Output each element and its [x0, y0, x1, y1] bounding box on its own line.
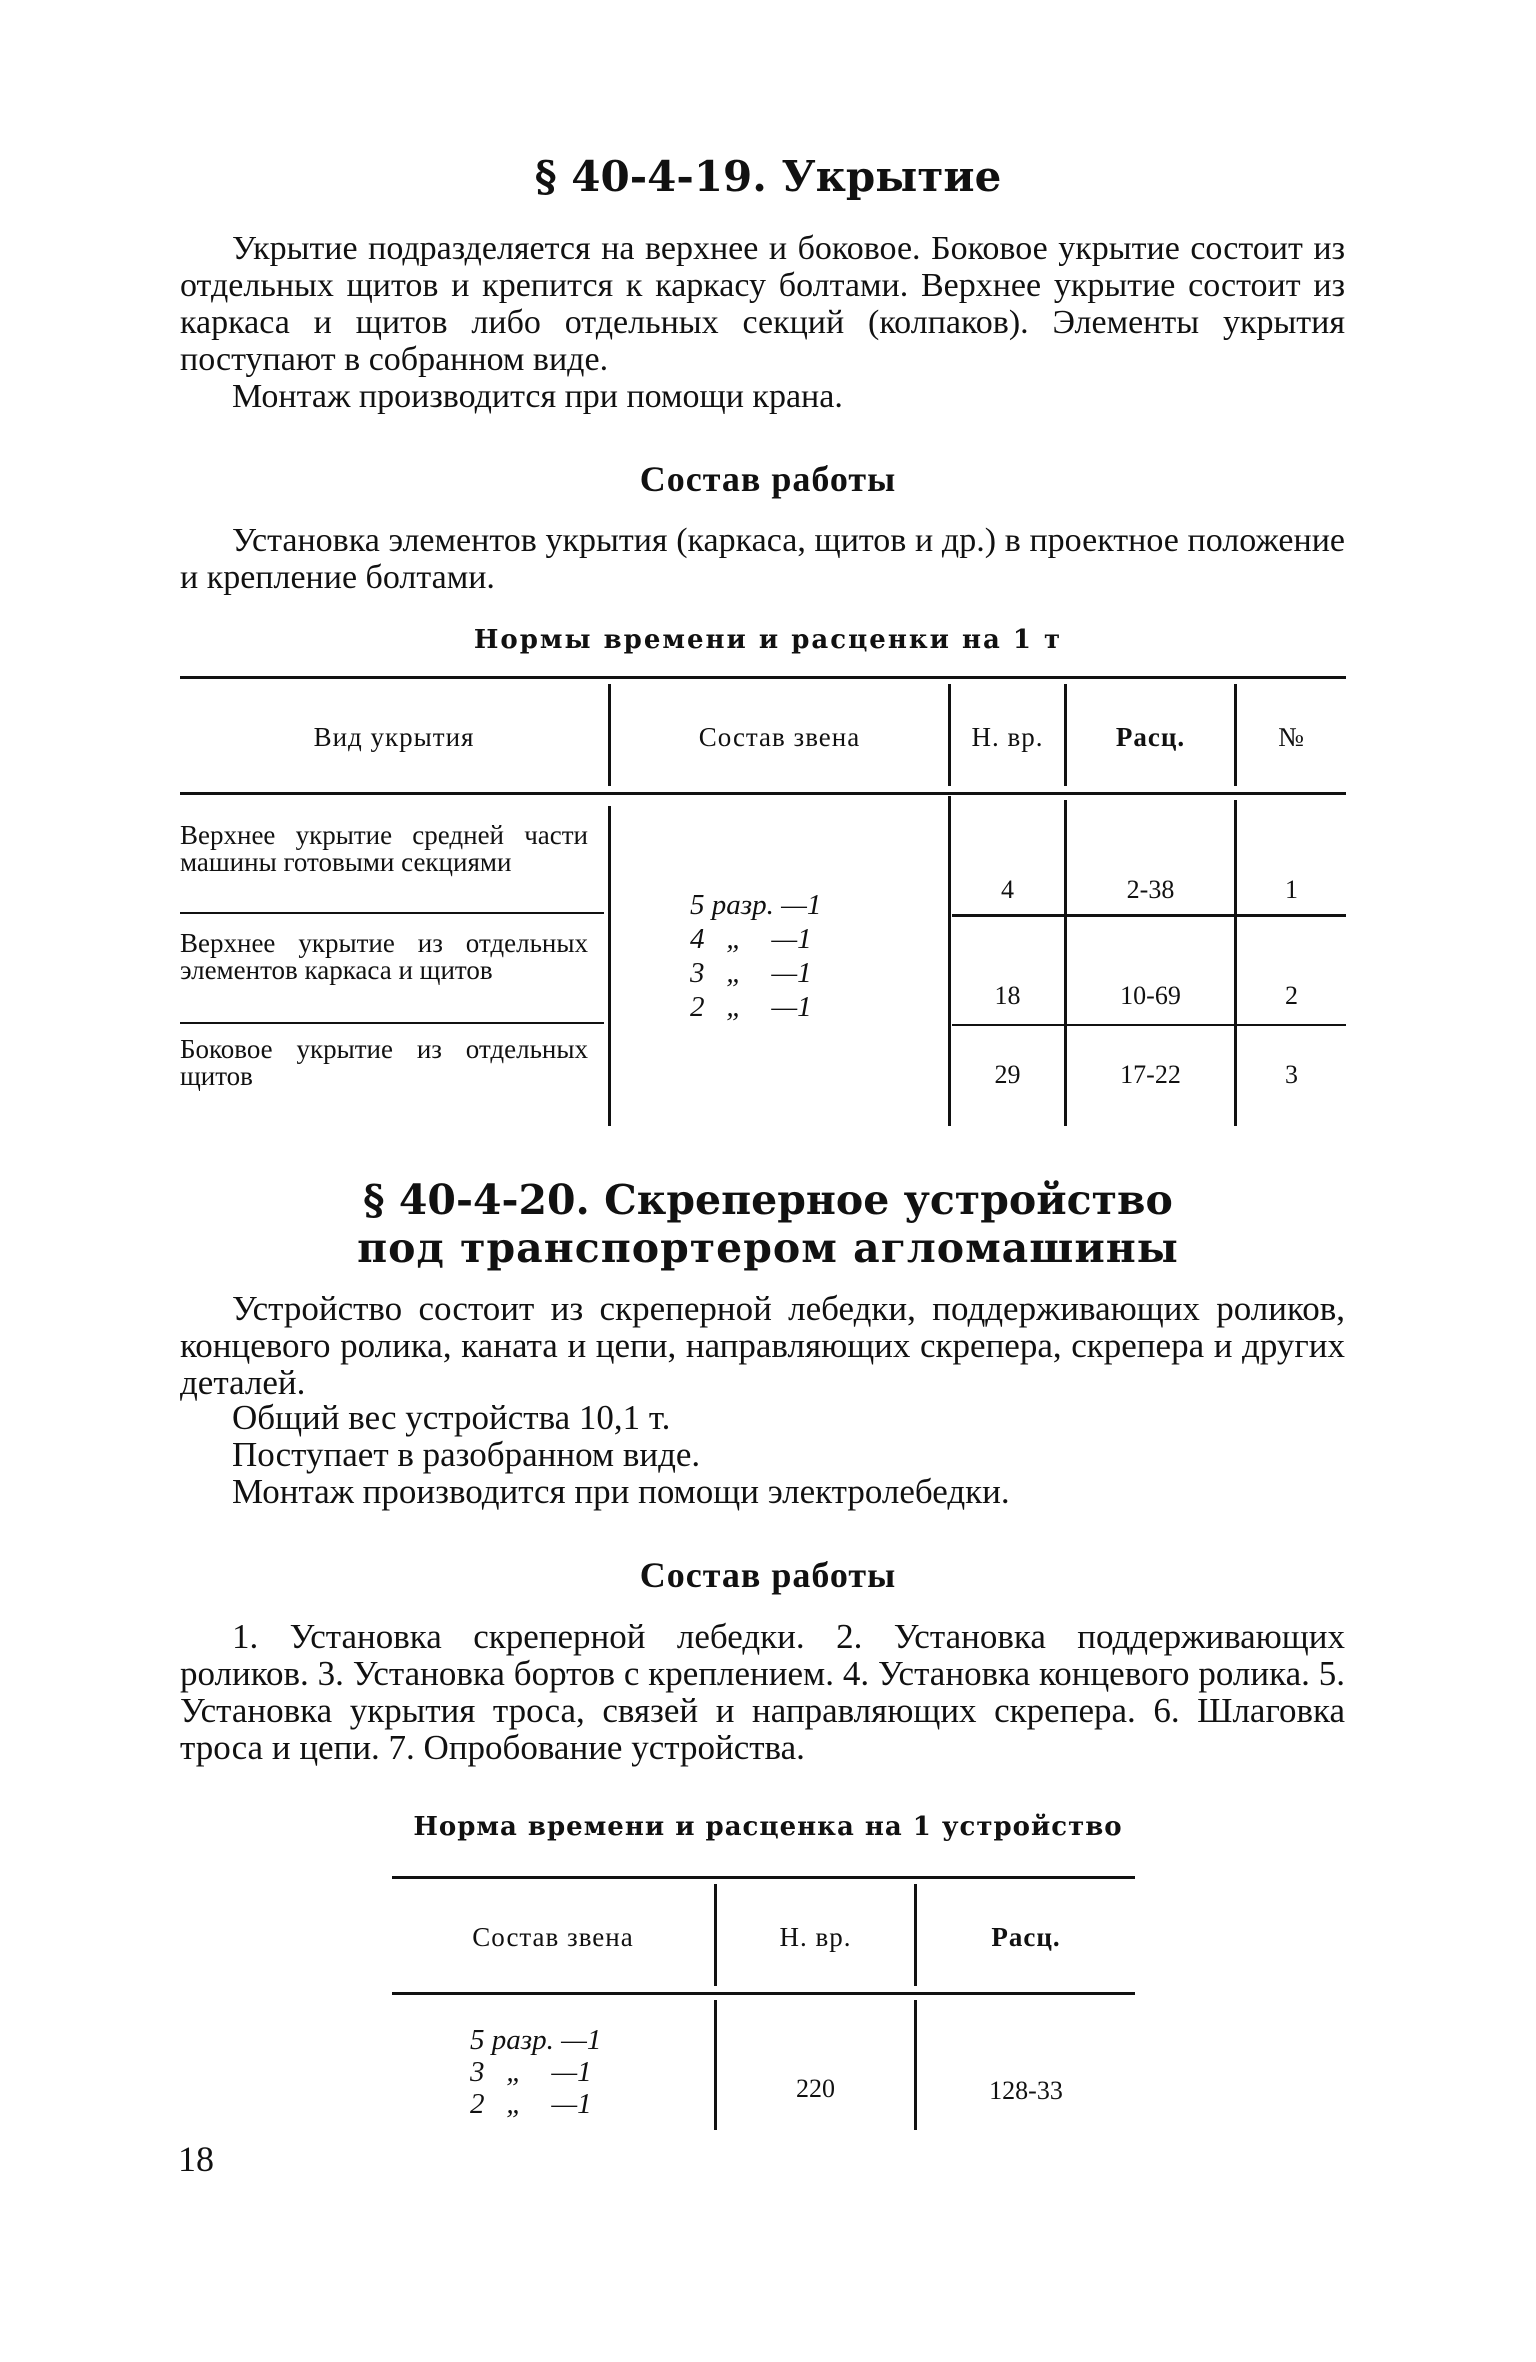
table-cell-hvr: 29 — [994, 1060, 1021, 1089]
table-header: Вид укрытия — [313, 722, 475, 752]
table-cell-rate: 17-22 — [1120, 1060, 1181, 1089]
table-rule — [180, 1022, 604, 1024]
table-rule — [392, 1876, 1135, 1879]
section-title: под транспортером агломашины — [357, 1224, 1179, 1272]
table-caption: Нормы времени и расценки на 1 т — [473, 625, 1063, 655]
work-text: 1. Установка скреперной лебедки. 2. Установка поддерживающих роликов. 3. Установка бортов с креплением. 4. Установка концевого ролика. 5. Установка укрытия троса, связей и направляющих скрепера. 6. Шлаговка троса и цепи. 7. Опробование устройства. — [180, 1617, 1345, 1767]
paragraph: Укрытие подразделяется на верхнее и боковое. Боковое укрытие состоит из отдельных щитов и крепится к каркасу болтами. Верхнее укрытие состоит из каркаса и щитов либо отдельных секций (колпаков). Элементы укрытия поступают в собранном виде. — [180, 230, 1345, 378]
paragraph: Устройство состоит из скреперной лебедки, поддерживающих роликов, концевого ролика, каната и цепи, направляющих скрепера, скрепера и других деталей. — [180, 1289, 1345, 1402]
work-heading: Состав работы — [639, 1555, 897, 1595]
table-header: Н. вр. — [779, 1922, 852, 1952]
page-number: 18 — [178, 2139, 214, 2179]
table-rule — [392, 1992, 1135, 1995]
table-rule — [952, 914, 1346, 917]
work-heading: Состав работы — [639, 459, 897, 499]
table-cell-no: 3 — [1285, 1060, 1298, 1089]
table-cell-rate: 128-33 — [989, 2076, 1063, 2105]
table-row-type: Боковое укрытие из отдельных щитов — [180, 1034, 588, 1091]
table-header: Расц. — [1115, 722, 1186, 752]
table-cell-no: 2 — [1285, 981, 1298, 1010]
table-cell-rate: 10-69 — [1120, 981, 1181, 1010]
table-cell-no: 1 — [1285, 875, 1298, 904]
table-cell-hvr: 4 — [1001, 875, 1014, 904]
table-cell-rate: 2-38 — [1126, 875, 1175, 904]
table-rule — [952, 1024, 1346, 1026]
table-header: Расц. — [991, 1922, 1061, 1952]
table-caption: Норма времени и расценка на 1 устройство — [413, 1812, 1123, 1842]
table-header: № — [1278, 722, 1305, 752]
paragraph: Общий вес устройства 10,1 т. — [232, 1398, 671, 1437]
crew-composition: 5 разр. —1 3 „ —1 2 „ —1 — [470, 2024, 602, 2120]
table-header: Состав звена — [472, 1922, 634, 1952]
table-rule — [180, 676, 1346, 679]
paragraph: Монтаж производится при помощи электролебедки. — [232, 1472, 1010, 1511]
table-rule — [180, 912, 604, 914]
table-rule — [714, 2000, 717, 2130]
table-rule — [608, 806, 611, 1126]
paragraph: Поступает в разобранном виде. — [232, 1435, 701, 1474]
table-row-type: Верхнее укрытие из отдельных элементов каркаса и щитов — [180, 928, 588, 985]
table-cell-hvr: 18 — [994, 981, 1021, 1010]
table-header: Состав звена — [698, 722, 861, 752]
section-title: § 40-4-19. Укрытие — [534, 152, 1002, 201]
section-title: § 40-4-20. Скреперное устройство — [363, 1176, 1173, 1224]
paragraph: Монтаж производится при помощи крана. — [232, 378, 843, 415]
table-rule — [914, 2000, 917, 2130]
work-text: Установка элементов укрытия (каркаса, щитов и др.) в проектное положение и крепление болтами. — [180, 522, 1345, 596]
table-header: Н. вр. — [971, 722, 1044, 752]
crew-composition: 5 разр. —1 4 „ —1 3 „ —1 2 „ —1 — [690, 889, 822, 1023]
table-rule — [180, 792, 1346, 795]
table-row-type: Верхнее укрытие средней части машины готовыми секциями — [180, 820, 588, 877]
table-cell-hvr: 220 — [796, 2074, 835, 2103]
